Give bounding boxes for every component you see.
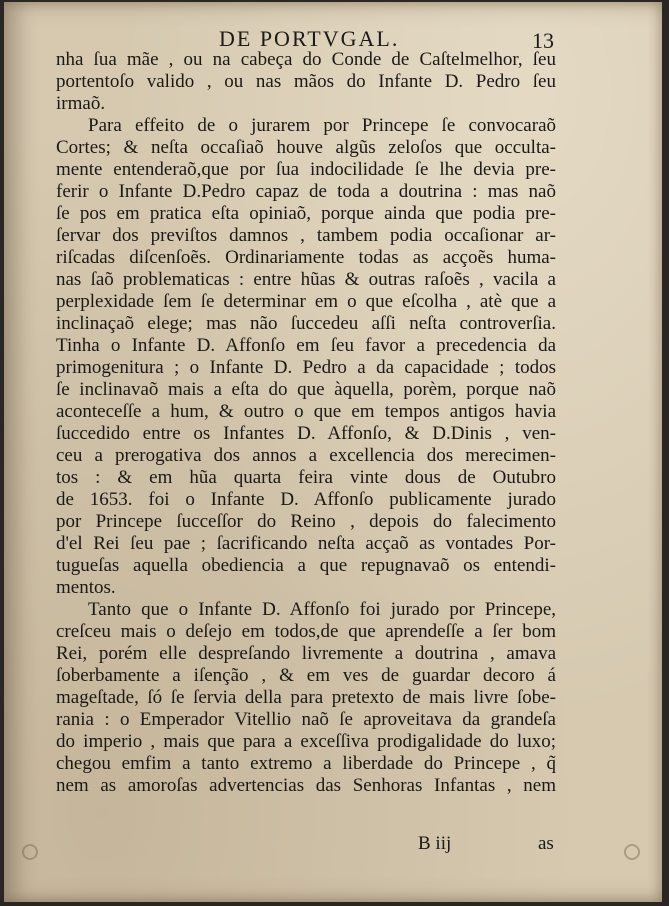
text-line: Tinha o Infante D. Affonſo em ſeu favor a precedencia da — [56, 335, 556, 356]
text-line: portentoſo valido , ou nas mãos do Infante D. Pedro ſeu — [56, 71, 556, 92]
text-line: rania : o Emperador Vitellio naõ ſe aproveitava da grandeſa — [56, 709, 556, 730]
text-line: tugueſas aquella obediencia a que repugnavaõ os entendi- — [56, 555, 556, 576]
text-line: mageſtade, ſó ſe ſervia della para pretexto de mais livre ſobe- — [56, 687, 556, 708]
binding-hole-mark-right — [624, 844, 640, 860]
text-line: ceu a prerogativa dos annos a excellencia dos merecimen- — [56, 445, 556, 466]
running-head: DE PORTVGAL. — [219, 26, 400, 51]
text-line: tos : & em hũa quarta feira vinte dous de Outubro — [56, 467, 556, 488]
text-line: ſervar dos previſtos damnos , tambem podia occaſionar ar- — [56, 225, 556, 246]
text-line: ſuccedido entre os Infantes D. Affonſo, & D.Dinis , ven- — [56, 423, 556, 444]
text-line: ſoberbamente a iſenção , & em ves de guardar decoro á — [56, 665, 556, 686]
signature-mark: B iij — [418, 833, 452, 854]
body-text — [56, 49, 556, 797]
text-line: do imperio , mais que para a exceſſiva prodigalidade do luxo; — [56, 731, 556, 752]
text-line: creſceu mais o deſejo em todos,de que aprendeſſe a ſer bom — [56, 621, 556, 642]
text-line: ſe pos em pratica eſta opiniaõ, porque ainda que podia pre- — [56, 203, 556, 224]
text-line: por Princepe ſucceſſor do Reino , depois do falecimento — [56, 511, 556, 532]
catchword: as — [538, 833, 554, 854]
page-number: 13 — [532, 28, 554, 53]
binding-hole-mark — [22, 844, 38, 860]
text-line: perplexidade ſem ſe determinar em o que eſcolha , atè que a — [56, 291, 556, 312]
text-line: aconteceſſe a hum, & outro o que em tempos antigos havia — [56, 401, 556, 422]
text-line: nas ſaõ problematicas : entre hũas & outras raſoẽs , vacila a — [56, 269, 556, 290]
text-line: nha ſua mãe , ou na cabeça do Conde de Caſtelmelhor, ſeu — [56, 49, 556, 70]
book-page — [4, 2, 662, 902]
text-line: chegou emfim a tanto extremo a liberdade do Princepe , q̃ — [56, 753, 556, 774]
text-line: de 1653. foi o Infante D. Affonſo publicamente jurado — [56, 489, 556, 510]
text-line: Rei, porém elle despreſando livremente a doutrina , amava — [56, 643, 556, 664]
text-line: ſe inclinavaõ mais a eſta do que àquella, porèm, porque naõ — [56, 379, 556, 400]
text-line: mente entenderaõ,que por ſua indocilidade ſe lhe devia pre- — [56, 159, 556, 180]
text-line: Para effeito de o jurarem por Princepe ſe convocaraõ — [88, 115, 556, 136]
text-line: ferir o Infante D.Pedro capaz de toda a doutrina : mas naõ — [56, 181, 556, 202]
text-line: d'el Rei ſeu pae ; ſacrificando neſta acçaõ as vontades Por- — [56, 533, 556, 554]
text-line: Cortes; & neſta occaſiaõ houve algũs zeloſos que occulta- — [56, 137, 556, 158]
page-footer — [4, 833, 662, 861]
text-line: Tanto que o Infante D. Affonſo foi jurado por Princepe, — [88, 599, 556, 620]
text-line: primogenitura ; o Infante D. Pedro a da capacidade ; todos — [56, 357, 556, 378]
text-line: riſcadas diſcenſoẽs. Ordinariamente todas as acçoẽs huma- — [56, 247, 556, 268]
text-line: mentos. — [56, 577, 116, 598]
text-line: nem as amoroſas advertencias das Senhoras Infantas , nem — [56, 775, 556, 796]
text-line: irmaõ. — [56, 93, 106, 114]
text-line: inclinaçaõ elege; mas não ſuccedeu aſſi neſta controverſia. — [56, 313, 556, 334]
